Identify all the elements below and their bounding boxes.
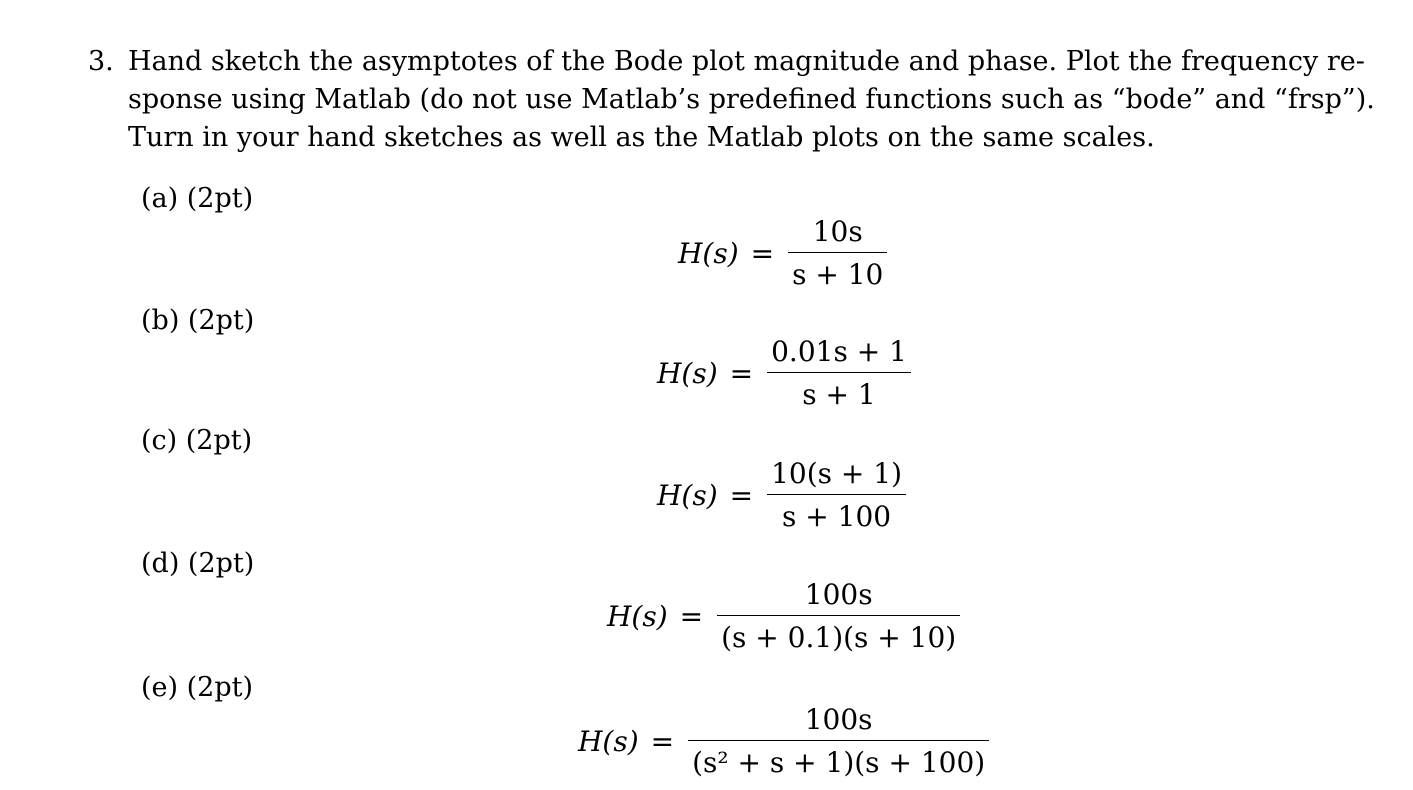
fraction-bar — [717, 615, 960, 616]
equals-sign: = — [729, 479, 754, 512]
denominator: (s + 0.1)(s + 10) — [721, 621, 957, 654]
problem-line: sponse using Matlab (do not use Matlab’s predefined functions such as “bode” and “frsp”). — [128, 84, 1375, 115]
problem-statement — [128, 43, 1375, 157]
numerator: 0.01s + 1 — [771, 335, 907, 368]
equation-lhs: H(s) — [578, 725, 639, 758]
fraction-bar — [767, 494, 906, 495]
denominator: s + 100 — [782, 500, 892, 533]
equation-e — [578, 702, 989, 781]
part-label-d: (d) (2pt) — [141, 548, 255, 579]
fraction — [767, 456, 906, 535]
fraction — [688, 702, 989, 781]
numerator: 10s — [812, 215, 863, 248]
equation-lhs: H(s) — [657, 357, 718, 390]
equation-lhs: H(s) — [607, 600, 668, 633]
equals-sign: = — [750, 237, 775, 270]
problem-line: Turn in your hand sketches as well as the Matlab plots on the same scales. — [128, 122, 1155, 153]
part-label-c: (c) (2pt) — [141, 425, 253, 456]
part-label-a: (a) (2pt) — [141, 183, 254, 214]
denominator: s + 10 — [792, 258, 884, 291]
problem-line: Hand sketch the asymptotes of the Bode plot magnitude and phase. Plot the frequency re- — [128, 46, 1365, 77]
equation-a — [678, 214, 887, 293]
part-label-b: (b) (2pt) — [141, 305, 255, 336]
numerator: 10(s + 1) — [771, 457, 903, 490]
fraction — [788, 214, 887, 293]
fraction-bar — [788, 252, 887, 253]
problem-number: 3. — [88, 46, 114, 77]
equation-lhs: H(s) — [678, 237, 739, 270]
fraction-bar — [688, 740, 989, 741]
equals-sign: = — [679, 600, 704, 633]
equation-b — [657, 334, 911, 413]
equation-c — [657, 456, 906, 535]
fraction-bar — [767, 372, 911, 373]
equals-sign: = — [729, 357, 754, 390]
equation-d — [607, 577, 960, 656]
fraction — [767, 334, 911, 413]
denominator: s + 1 — [802, 378, 876, 411]
equals-sign: = — [650, 725, 675, 758]
denominator: (s² + s + 1)(s + 100) — [692, 746, 986, 779]
part-label-e: (e) (2pt) — [141, 672, 254, 703]
numerator: 100s — [804, 703, 873, 736]
equation-lhs: H(s) — [657, 479, 718, 512]
numerator: 100s — [804, 578, 873, 611]
fraction — [717, 577, 960, 656]
